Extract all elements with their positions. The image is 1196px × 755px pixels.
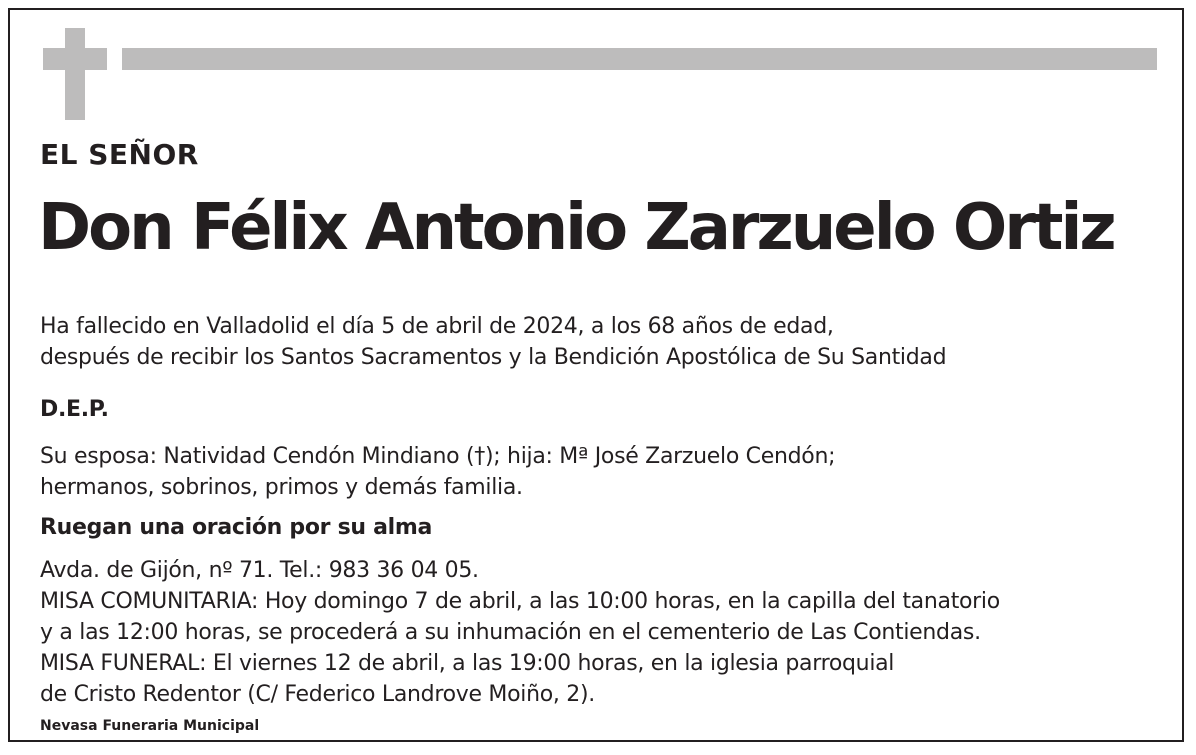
deceased-name: Don Félix Antonio Zarzuelo Ortiz bbox=[38, 191, 1114, 265]
funeral-mass-line: MISA FUNERAL: El viernes 12 de abril, a las 19:00 horas, en la iglesia parroquial bbox=[40, 651, 895, 676]
rip-label: D.E.P. bbox=[40, 397, 109, 422]
community-mass-line: MISA COMUNITARIA: Hoy domingo 7 de abril, a las 10:00 horas, en la capilla del tanatorio bbox=[40, 589, 1000, 614]
church-address-line: de Cristo Redentor (C/ Federico Landrove Moiño, 2). bbox=[40, 682, 595, 707]
family-line: Su esposa: Natividad Cendón Mindiano (†); hija: Mª José Zarzuelo Cendón; bbox=[40, 444, 836, 469]
service-details bbox=[40, 555, 1000, 710]
cross-horizontal-bar bbox=[43, 48, 107, 70]
address-line: Avda. de Gijón, nº 71. Tel.: 983 36 04 05. bbox=[40, 558, 479, 583]
prayer-request: Ruegan una oración por su alma bbox=[40, 515, 433, 540]
honorific: EL SEÑOR bbox=[40, 138, 199, 171]
header-divider-bar bbox=[122, 48, 1157, 70]
funeral-home-name: Nevasa Funeraria Municipal bbox=[40, 718, 260, 734]
family-line: hermanos, sobrinos, primos y demás familia. bbox=[40, 475, 523, 500]
burial-line: y a las 12:00 horas, se procederá a su inhumación en el cementerio de Las Contiendas. bbox=[40, 620, 981, 645]
death-notice-line: Ha fallecido en Valladolid el día 5 de abril de 2024, a los 68 años de edad, bbox=[40, 314, 834, 339]
death-notice-line: después de recibir los Santos Sacramentos y la Bendición Apostólica de Su Santidad bbox=[40, 345, 947, 370]
cross-vertical-bar bbox=[65, 28, 85, 120]
death-notice bbox=[40, 311, 946, 373]
family-list bbox=[40, 441, 835, 503]
